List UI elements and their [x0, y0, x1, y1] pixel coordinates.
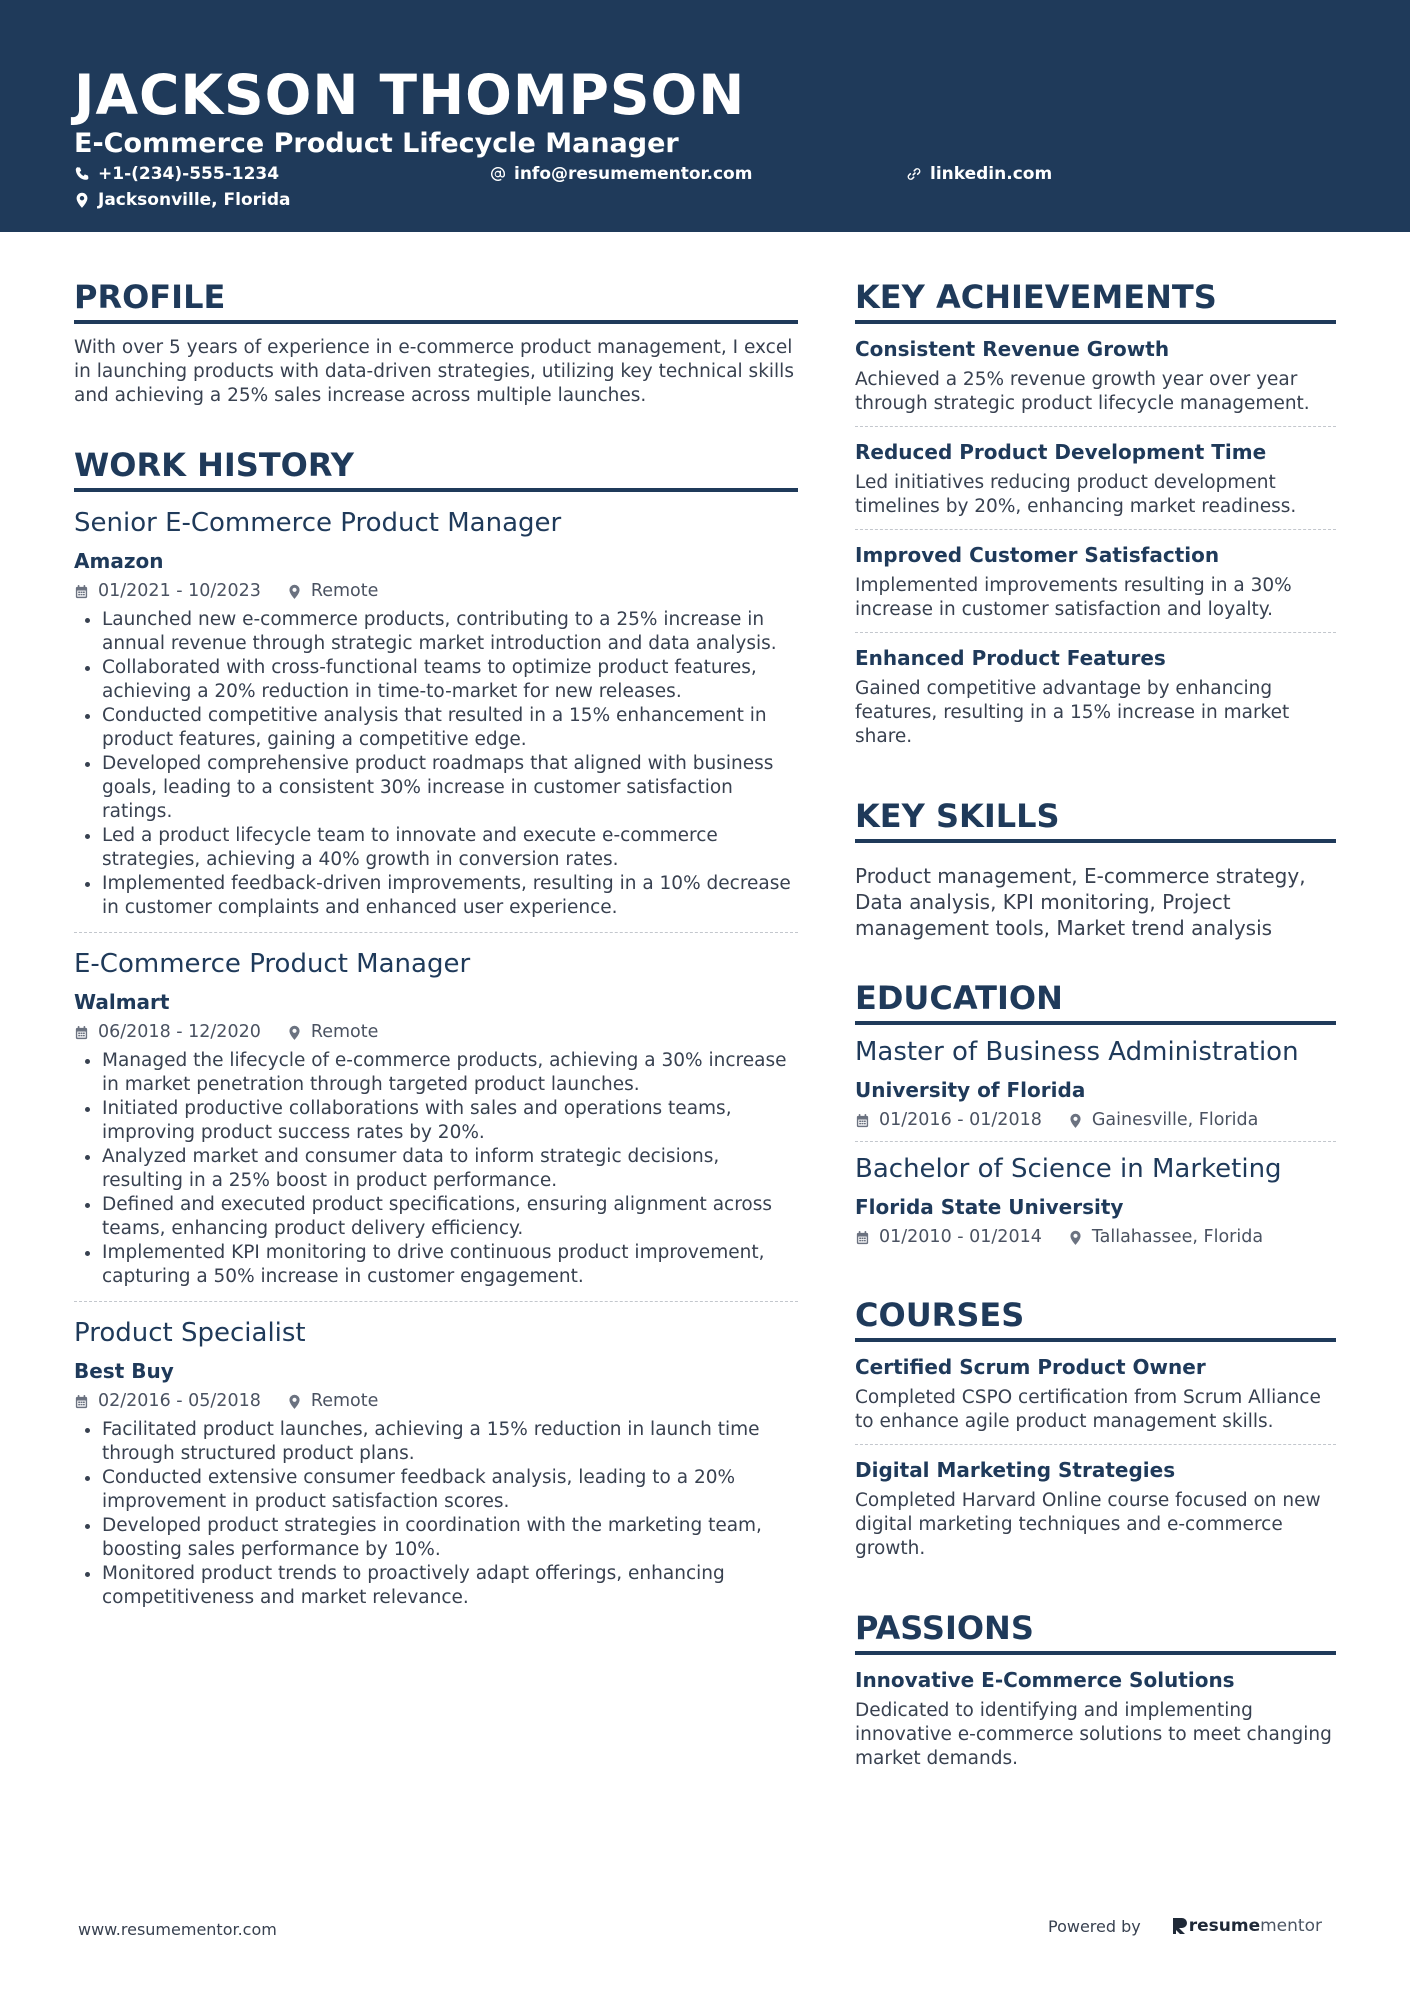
education-location-text: Tallahassee, Florida	[1091, 1227, 1264, 1247]
job-location-text: Remote	[310, 1022, 379, 1042]
job-dates: 06/2018 - 12/2020	[98, 1022, 261, 1042]
link-icon	[906, 166, 922, 182]
left-column	[74, 276, 798, 1658]
bullet-item: • Facilitated product launches, achieving a 15% reduction in launch time through structured product plans.	[102, 1418, 798, 1466]
job-title: E-Commerce Product Manager	[74, 949, 471, 979]
job-bullets	[74, 608, 798, 920]
bullet-item: • Conducted extensive consumer feedback analysis, leading to a 20% improvement in product satisfaction scores.	[102, 1466, 798, 1514]
job-entry	[74, 492, 798, 933]
location-pin-icon	[287, 1025, 302, 1040]
achievements-section	[855, 276, 1336, 759]
brand-logo[interactable]	[1171, 1916, 1322, 1936]
company-name: Walmart	[74, 990, 170, 1014]
bullet-item: • Initiated productive collaborations with sales and operations teams, improving product success rates by 20%.	[102, 1097, 798, 1145]
passion-item	[855, 1655, 1336, 1781]
education-location	[1068, 1109, 1258, 1131]
education-location-text: Gainesville, Florida	[1091, 1110, 1259, 1130]
skills-section	[855, 795, 1336, 941]
bullet-item: • Conducted competitive analysis that resulted in a 15% enhancement in product features, gaining a competitive edge.	[102, 704, 798, 752]
job-meta	[74, 1021, 798, 1043]
work-history-section	[74, 444, 798, 1622]
education-entry	[855, 1025, 1336, 1142]
company-name: Amazon	[74, 549, 164, 573]
job-meta	[74, 580, 798, 602]
course-title: Digital Marketing Strategies	[855, 1458, 1176, 1482]
education-meta	[855, 1109, 1336, 1131]
section-heading: PASSIONS	[855, 1607, 1336, 1655]
passions-section	[855, 1607, 1336, 1781]
course-desc: Completed Harvard Online course focused on new digital marketing techniques and e-commerce growth.	[855, 1490, 1321, 1559]
job-bullets	[74, 1418, 798, 1610]
contact-email[interactable]	[490, 163, 752, 185]
courses-section	[855, 1294, 1336, 1571]
calendar-icon	[74, 584, 89, 599]
job-entry	[74, 933, 798, 1302]
job-title: Product Specialist	[74, 1318, 306, 1348]
section-heading: EDUCATION	[855, 977, 1336, 1025]
company-name: Best Buy	[74, 1359, 174, 1383]
education-meta	[855, 1226, 1336, 1248]
brand-name-part2: mentor	[1260, 1916, 1322, 1936]
bullet-item: • Led a product lifecycle team to innovate and execute e-commerce strategies, achieving a 40% growth in conversion rates.	[102, 824, 798, 872]
bullet-item: • Collaborated with cross-functional teams to optimize product features, achieving a 20% reduction in time-to-market for new releases.	[102, 656, 798, 704]
job-dates: 01/2021 - 10/2023	[98, 581, 261, 601]
school-name: Florida State University	[855, 1195, 1124, 1219]
course-title: Certified Scrum Product Owner	[855, 1355, 1206, 1379]
achievement-desc: Led initiatives reducing product development timelines by 20%, enhancing market readiness.	[855, 472, 1297, 517]
bullet-item: • Managed the lifecycle of e-commerce products, achieving a 30% increase in market penetration through targeted product launches.	[102, 1049, 798, 1097]
section-heading: WORK HISTORY	[74, 444, 798, 492]
education-dates: 01/2016 - 01/2018	[879, 1110, 1042, 1130]
brand-mark-icon	[1171, 1916, 1189, 1936]
education-entry	[855, 1142, 1336, 1258]
right-column	[855, 276, 1336, 1817]
location-pin-icon	[1068, 1230, 1083, 1245]
job-location-text: Remote	[310, 581, 379, 601]
section-heading: PROFILE	[74, 276, 798, 324]
profile-text: With over 5 years of experience in e-commerce product management, I excel in launching products with data-driven strategies, utilizing key technical skills and achieving a 25% sales increase across multiple launches.	[74, 337, 794, 406]
linkedin-text[interactable]: linkedin.com	[930, 164, 1053, 184]
section-heading: KEY ACHIEVEMENTS	[855, 276, 1336, 324]
location-pin-icon	[74, 192, 90, 208]
location-pin-icon	[1068, 1113, 1083, 1128]
achievement-desc: Gained competitive advantage by enhancing features, resulting in a 15% increase in market share.	[855, 678, 1290, 747]
location-pin-icon	[287, 584, 302, 599]
job-entry	[74, 1302, 798, 1622]
achievement-desc: Achieved a 25% revenue growth year over year through strategic product lifecycle management.	[855, 369, 1310, 414]
achievement-item	[855, 427, 1336, 530]
passion-title: Innovative E-Commerce Solutions	[855, 1668, 1235, 1692]
course-item	[855, 1445, 1336, 1571]
achievement-title: Consistent Revenue Growth	[855, 337, 1170, 361]
achievement-item	[855, 633, 1336, 759]
education-section	[855, 977, 1336, 1258]
achievement-title: Enhanced Product Features	[855, 646, 1166, 670]
job-location	[287, 580, 379, 602]
achievement-item	[855, 530, 1336, 633]
job-location-text: Remote	[310, 1391, 379, 1411]
achievement-desc: Implemented improvements resulting in a 30% increase in customer satisfaction and loyalty.	[855, 575, 1292, 620]
bullet-item: • Launched new e-commerce products, contributing to a 25% increase in annual revenue through strategic market introduction and data analysis.	[102, 608, 798, 656]
footer-branding	[1048, 1916, 1322, 1936]
bullet-item: • Developed product strategies in coordination with the marketing team, boosting sales performance by 10%.	[102, 1514, 798, 1562]
education-dates: 01/2010 - 01/2014	[879, 1227, 1042, 1247]
calendar-icon	[855, 1113, 870, 1128]
at-icon	[490, 166, 506, 182]
section-heading: KEY SKILLS	[855, 795, 1336, 843]
location-text: Jacksonville, Florida	[98, 190, 291, 210]
job-meta	[74, 1390, 798, 1412]
profile-section	[74, 276, 798, 408]
calendar-icon	[74, 1025, 89, 1040]
footer-website[interactable]: www.resumementor.com	[78, 1920, 277, 1939]
bullet-item: • Implemented feedback-driven improvements, resulting in a 10% decrease in customer complaints and enhanced user experience.	[102, 872, 798, 920]
location-pin-icon	[287, 1394, 302, 1409]
bullet-item: • Analyzed market and consumer data to inform strategic decisions, resulting in a 25% boost in product performance.	[102, 1145, 798, 1193]
bullet-item: • Implemented KPI monitoring to drive continuous product improvement, capturing a 50% increase in customer engagement.	[102, 1241, 798, 1289]
calendar-icon	[74, 1394, 89, 1409]
phone-icon	[74, 166, 90, 182]
section-heading: COURSES	[855, 1294, 1336, 1342]
bullet-item: • Developed comprehensive product roadmaps that aligned with business goals, leading to a consistent 30% increase in customer satisfaction ratings.	[102, 752, 798, 824]
achievement-title: Reduced Product Development Time	[855, 440, 1267, 464]
skills-text: Product management, E-commerce strategy, Data analysis, KPI monitoring, Project management tools, Market trend analysis	[855, 864, 1306, 940]
email-text[interactable]: info@resumementor.com	[514, 164, 753, 184]
degree-title: Master of Business Administration	[855, 1037, 1299, 1067]
bullet-item: • Monitored product trends to proactively adapt offerings, enhancing competitiveness and market relevance.	[102, 1562, 798, 1610]
contact-phone	[74, 163, 279, 185]
bullet-item: • Defined and executed product specifications, ensuring alignment across teams, enhancing product delivery efficiency.	[102, 1193, 798, 1241]
phone-text: +1-(234)-555-1234	[98, 164, 280, 184]
course-item	[855, 1342, 1336, 1445]
course-desc: Completed CSPO certification from Scrum Alliance to enhance agile product management skills.	[855, 1387, 1321, 1432]
degree-title: Bachelor of Science in Marketing	[855, 1154, 1282, 1184]
job-location	[287, 1021, 379, 1043]
achievement-item	[855, 324, 1336, 427]
school-name: University of Florida	[855, 1078, 1086, 1102]
brand-name-part1: resume	[1188, 1916, 1261, 1936]
passion-desc: Dedicated to identifying and implementing innovative e-commerce solutions to meet changing market demands.	[855, 1700, 1332, 1769]
candidate-title: E-Commerce Product Lifecycle Manager	[74, 128, 679, 159]
contact-linkedin[interactable]	[906, 163, 1052, 185]
candidate-name: JACKSON THOMPSON	[74, 63, 746, 127]
job-location	[287, 1390, 379, 1412]
powered-by-label: Powered by	[1048, 1916, 1141, 1936]
contact-location	[74, 189, 291, 211]
job-title: Senior E-Commerce Product Manager	[74, 508, 562, 538]
job-dates: 02/2016 - 05/2018	[98, 1391, 261, 1411]
resume-header	[0, 0, 1410, 232]
achievement-title: Improved Customer Satisfaction	[855, 543, 1220, 567]
education-location	[1068, 1226, 1263, 1248]
job-bullets	[74, 1049, 798, 1289]
calendar-icon	[855, 1230, 870, 1245]
